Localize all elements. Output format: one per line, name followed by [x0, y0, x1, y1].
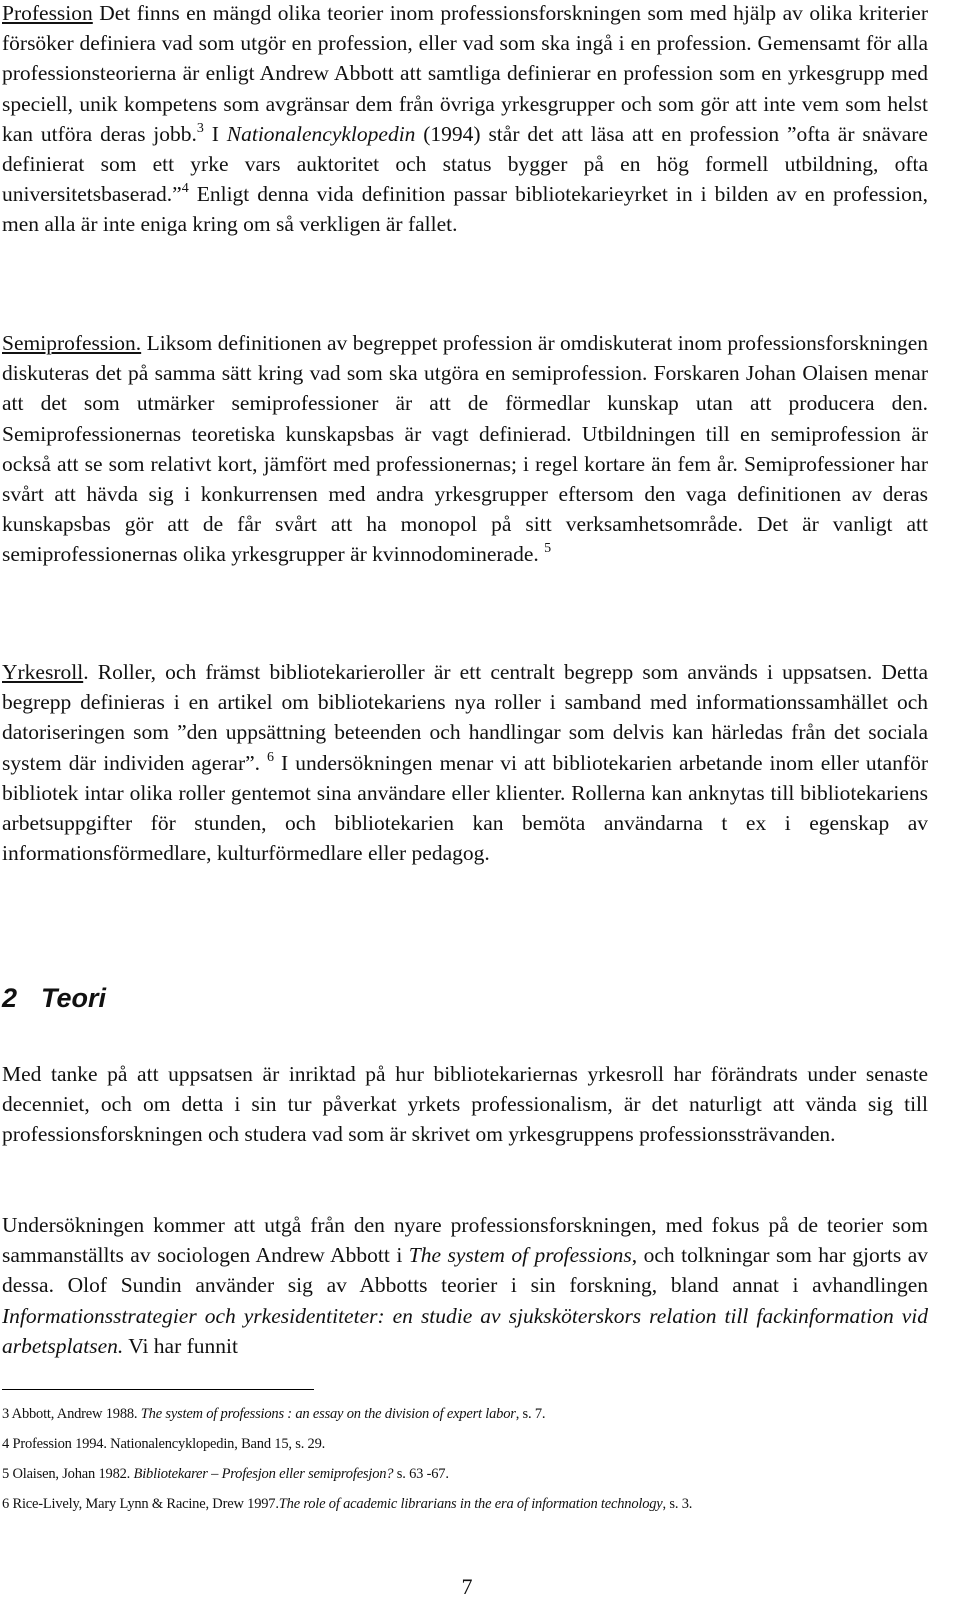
text: Enligt denna vida definition passar bibliotekarieyrket in i bilden av en profession, men alla är inte eniga kring om så verkligen är fallet.: [2, 182, 928, 237]
footnote-title: Bibliotekarer – Profesjon eller semiprofesjon?: [133, 1466, 394, 1482]
text: , och tolkningar som har gjorts av dessa. Olof Sundin använder sig av Abbotts teorier i sin forskning, bland annat i avhandlingen: [2, 1243, 928, 1298]
footnote-title: The system of professions : an essay on the division of expert labor: [140, 1406, 516, 1422]
text: Liksom definitionen av begreppet profession är omdiskuterat inom professionsforskningen diskuteras det på samma sätt kring vad som ska utgöra en semiprofession. Forskaren Johan Olaisen menar att det som utmärker semiprofessioner är att de förmedlar kunskap utan att producera den. Semiprofessionernas teoretiska kunskapsbas är vagt definierad. Utbildningen till en semiprofession är också att se som relativt kort, jämfört med professionernas; i regel kortare än fem år. Semiprofessioner har svårt att hävda sig i konkurrensen med andra yrkesgrupper eftersom den vaga definitionen av deras kunskapsbas gör att de får svårt att ha monopol på sitt verksamhetsområde. Det är vanligt att semiprofessionernas olika yrkesgrupper är kvinnodominerade.: [2, 331, 928, 567]
footnote-ref[interactable]: 3: [196, 120, 204, 136]
footnote-4: [2, 1429, 942, 1459]
footnote-text: 6 Rice-Lively, Mary Lynn & Racine, Drew 1997.: [2, 1496, 279, 1512]
footnote-ref[interactable]: 6: [267, 749, 275, 765]
text: I undersökningen menar vi att bibliotekarien arbetande inom eller utanför bibliotek intar olika roller gentemot sina användare eller klienter. Rollerna kan anknytas till bibliotekariens arbetsuppgifter för stunden, och bibliotekarien kan bemöta användarna t ex i egenskap av informationsförmedlare, kulturförmedlare eller pedagog.: [2, 750, 928, 866]
section-title: Teori: [41, 983, 107, 1013]
text: Undersökningen kommer att utgå från den nyare professionsforskningen, med fokus på de teorier som sammanställts av sociologen Andrew Abbott i: [2, 1213, 928, 1268]
paragraph-profession: [2, 0, 928, 240]
footnote-6: [2, 1489, 942, 1519]
term-semiprofession: Semiprofession.: [2, 331, 142, 355]
footnotes: [2, 1399, 942, 1519]
italic-title: Informationsstrategier och yrkesidentiteter: en studie av sjuksköterskors relation till fackinformation vid arbetsplatsen.: [2, 1303, 928, 1358]
term-yrkesroll: Yrkesroll: [2, 660, 84, 684]
footnote-text: 4 Profession 1994. Nationalencyklopedin, Band 15, s. 29.: [2, 1436, 326, 1452]
section-number: 2: [2, 983, 18, 1013]
text: Vi har funnit: [123, 1333, 238, 1358]
paragraph-teori-intro: Med tanke på att uppsatsen är inriktad på hur bibliotekariernas yrkesroll har förändrats under senaste decenniet, och om detta i sin tur påverkat yrkets professionalism, är det naturligt att vända sig till professionsforskningen och studera vad som är skrivet om yrkesgruppens professionssträvanden.: [2, 1062, 928, 1147]
text: (1994) står det att läsa att en profession ”ofta är snävare definierat som ett yrke vars auktoritet och status bygger på en hög formell utbildning, ofta universitetsbaserad.”: [2, 121, 928, 207]
paragraph-yrkesroll: [2, 657, 928, 868]
footnote-separator: [2, 1389, 314, 1390]
footnote-text: 3 Abbott, Andrew 1988.: [2, 1406, 141, 1422]
italic-title: Nationalencyklopedin: [226, 121, 416, 146]
text: I: [203, 121, 227, 146]
section-heading: [2, 983, 106, 1014]
footnote-text: s. 63 -67.: [393, 1466, 449, 1482]
text: Det finns en mängd olika teorier inom professionsforskningen som med hjälp av olika kriterier försöker definiera vad som utgör en profession, eller vad som ska ingå i en profession. Gemensamt för alla professionsteorierna är enligt Andrew Abbott att samtliga definierar en profession som en yrkesgrupp med speciell, unik kompetens som avgränsar dem från övriga yrkesgrupper och som gör att inte vem som helst kan utföra deras jobb.: [2, 1, 928, 146]
footnote-title: The role of academic librarians in the era of information technology: [278, 1496, 663, 1512]
paragraph-semiprofession: [2, 328, 928, 570]
footnote-ref[interactable]: 5: [544, 541, 552, 557]
footnote-3: [2, 1399, 942, 1429]
footnote-5: [2, 1459, 942, 1489]
footnote-text: , s. 7.: [515, 1406, 546, 1422]
text: . Roller, och främst bibliotekarieroller är ett centralt begrepp som används i uppsatsen. Detta begrepp definieras i en artikel om bibliotekariens nya roller i samband med informationssamhället och datoriseringen som ”den uppsättning beteenden och handlingar som delvis kan härledas från det sociala system där individen agerar”.: [2, 660, 928, 775]
page-number: 7: [461, 1574, 473, 1599]
paragraph-teori-abbott: [2, 1210, 928, 1361]
footnote-ref[interactable]: 4: [181, 181, 189, 197]
footnote-text: , s. 3.: [662, 1496, 693, 1512]
italic-title: The system of professions: [408, 1243, 632, 1268]
footnote-text: 5 Olaisen, Johan 1982.: [2, 1466, 134, 1482]
term-profession: Profession: [2, 1, 93, 25]
